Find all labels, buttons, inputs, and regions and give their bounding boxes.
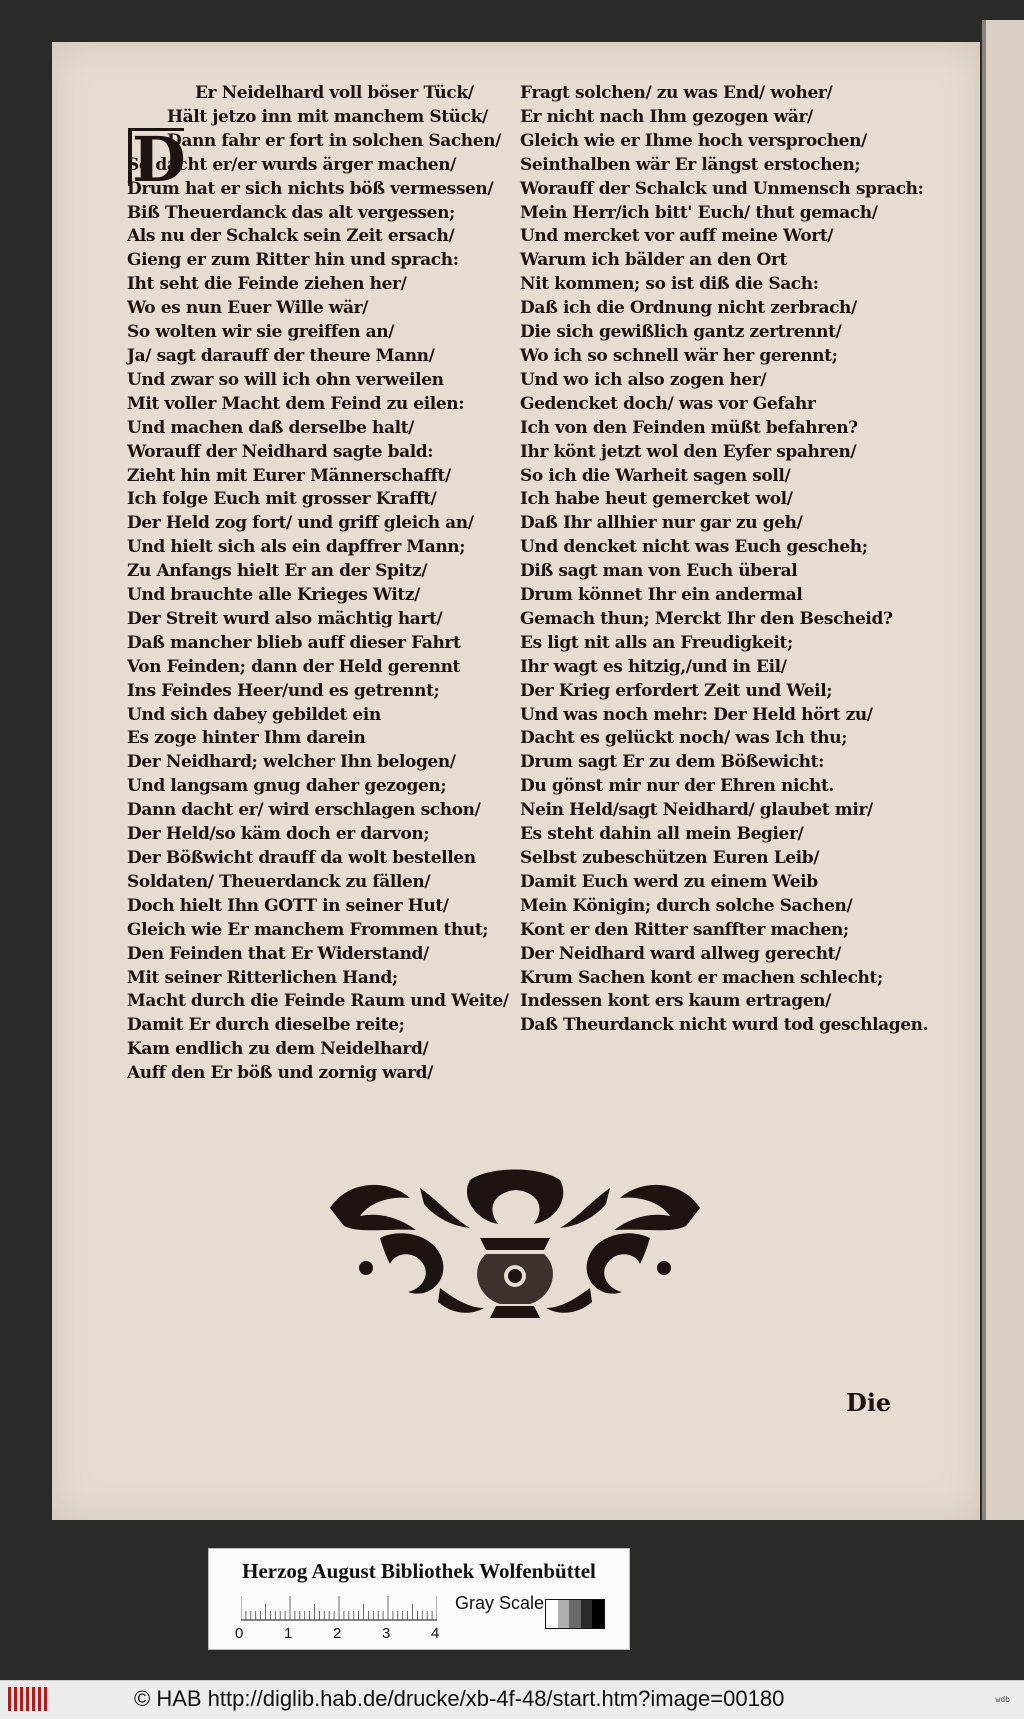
verse-line: Und dencket nicht was Euch gescheh;: [520, 537, 868, 558]
verse-line: Wo ich so schnell wär her gerennt;: [520, 345, 838, 366]
gray-step: [569, 1600, 581, 1628]
color-reference-card: [208, 1548, 630, 1650]
verse-line: Kam endlich zu dem Neidelhard/: [127, 1039, 429, 1060]
verse-line: Mein Königin; durch solche Sachen/: [520, 895, 853, 916]
verse-line: Krum Sachen kont er machen schlecht;: [520, 967, 883, 988]
verse-line: Von Feinden; dann der Held gerennt: [127, 656, 460, 677]
verse-line: Daß Ihr allhier nur gar zu geh/: [520, 513, 803, 534]
verse-line: Seinthalben wär Er längst erstochen;: [520, 154, 861, 175]
verse-line: Damit Er durch dieselbe reite;: [127, 1015, 405, 1036]
verse-line: Der Krieg erfordert Zeit und Weil;: [520, 680, 833, 701]
verse-line: Ja/ sagt darauff der theure Mann/: [127, 345, 435, 366]
decorated-initial: D: [128, 128, 184, 186]
verse-line: Als nu der Schalck sein Zeit ersach/: [127, 226, 455, 247]
ruler-number: 3: [382, 1625, 391, 1642]
verse-line: Worauff der Neidhard sagte bald:: [127, 441, 434, 462]
viewer-footer-bar: [0, 1680, 1024, 1719]
verse-line: Der Held zog fort/ und griff gleich an/: [127, 513, 474, 534]
verse-line: Dann fahr er fort in solchen Sachen/: [167, 130, 501, 151]
verse-line: Gieng er zum Ritter hin und sprach:: [127, 250, 459, 271]
ruler-numbers: [235, 1625, 475, 1645]
verse-line: Der Held/so käm doch er darvon;: [127, 824, 430, 845]
verse-line: Drum sagt Er zu dem Bößewicht:: [520, 752, 824, 773]
verse-line: Daß Theurdanck nicht wurd tod geschlagen.: [520, 1015, 929, 1036]
verse-line: Ich habe heut gemercket wol/: [520, 489, 793, 510]
verse-line: Es ligt nit alls an Freudigkeit;: [520, 632, 793, 653]
verse-line: Zu Anfangs hielt Er an der Spitz/: [127, 561, 428, 582]
verse-line: So ich die Warheit sagen soll/: [520, 465, 791, 486]
verse-line: Gedencket doch/ was vor Gefahr: [520, 393, 816, 414]
verse-line: Ihr könt jetzt wol den Eyfer spahren/: [520, 441, 857, 462]
scale-ruler: [241, 1595, 437, 1621]
gray-scale-label: Gray Scale: [455, 1593, 545, 1613]
gray-scale-swatch: [545, 1599, 605, 1629]
catchword: Die: [846, 1388, 892, 1417]
verse-line: Gleich wie Er manchem Frommen thut;: [127, 919, 489, 940]
ruler-number: 1: [284, 1625, 293, 1642]
verse-line: Ich folge Euch mit grosser Krafft/: [127, 489, 437, 510]
source-url-text[interactable]: © HAB http://diglib.hab.de/drucke/xb-4f-48/start.htm?image=00180: [134, 1686, 785, 1711]
ruler-number: 0: [235, 1625, 244, 1642]
verse-line: So wolten wir sie greiffen an/: [127, 322, 395, 343]
verse-line: Mit seiner Ritterlichen Hand;: [127, 967, 398, 988]
verse-line: So dacht er/er wurds ärger machen/: [127, 154, 456, 175]
verse-line: Daß mancher blieb auff dieser Fahrt: [127, 632, 461, 653]
adjacent-page-edge: [982, 20, 1024, 1520]
gray-step: [558, 1600, 570, 1628]
verse-line: Der Streit wurd also mächtig hart/: [127, 608, 443, 629]
verse-line: Und machen daß derselbe halt/: [127, 417, 414, 438]
verse-line: Er nicht nach Ihm gezogen wär/: [520, 106, 813, 127]
verse-line: Und zwar so will ich ohn verweilen: [127, 369, 444, 390]
gray-step: [546, 1600, 558, 1628]
verse-line: Der Neidhard; welcher Ihn belogen/: [127, 752, 456, 773]
verse-line: Drum hat er sich nichts böß vermessen/: [127, 178, 494, 199]
verse-line: Er Neidelhard voll böser Tück/: [195, 83, 474, 103]
verse-line: Daß ich die Ordnung nicht zerbrach/: [520, 298, 857, 319]
verse-line: Ihr wagt es hitzig,/und in Eil/: [520, 656, 787, 677]
verse-line: Selbst zubeschützen Euren Leib/: [520, 848, 820, 868]
verse-line: Mein Herr/ich bitt' Euch/ thut gemach/: [520, 202, 878, 223]
verse-line: Und sich dabey gebildet ein: [127, 704, 381, 725]
floral-vase-ornament: [320, 1168, 710, 1320]
poem-left-column: [127, 82, 509, 1086]
verse-line: Die sich gewißlich gantz zertrennt/: [520, 322, 842, 343]
poem-right-column: [520, 82, 928, 1038]
ruler-number: 4: [431, 1625, 440, 1642]
verse-line: Den Feinden that Er Widerstand/: [127, 943, 429, 964]
verse-line: Warum ich bälder an den Ort: [520, 250, 787, 271]
verse-line: Biß Theuerdanck das alt vergessen;: [127, 202, 455, 223]
verse-line: Nit kommen; so ist diß die Sach:: [520, 274, 819, 295]
verse-line: Dacht es gelückt noch/ was Ich thu;: [520, 728, 848, 749]
verse-line: Es steht dahin all mein Begier/: [520, 824, 804, 845]
verse-line: Dann dacht er/ wird erschlagen schon/: [127, 800, 481, 821]
verse-line: Indessen kont ers kaum ertragen/: [520, 991, 831, 1012]
verse-line: Der Bößwicht drauff da wolt bestellen: [127, 848, 476, 868]
verse-line: Nein Held/sagt Neidhard/ glaubet mir/: [520, 800, 873, 821]
gray-step: [581, 1600, 593, 1628]
hab-logo-icon: [8, 1687, 48, 1711]
verse-line: Damit Euch werd zu einem Weib: [520, 871, 818, 892]
verse-line: Kont er den Ritter sanffter machen;: [520, 919, 849, 940]
verse-line: Ich von den Feinden müßt befahren?: [520, 417, 858, 438]
verse-line: Gemach thun; Merckt Ihr den Bescheid?: [520, 608, 893, 629]
verse-line: Es zoge hinter Ihm darein: [127, 728, 366, 749]
verse-line: Und was noch mehr: Der Held hört zu/: [520, 704, 873, 725]
verse-line: Und hielt sich als ein dapffrer Mann;: [127, 537, 466, 558]
ruler-number: 2: [333, 1625, 342, 1642]
verse-line: Macht durch die Feinde Raum und Weite/: [127, 991, 509, 1012]
verse-line: Iht seht die Feinde ziehen her/: [127, 274, 407, 295]
verse-line: Und mercket vor auff meine Wort/: [520, 226, 834, 247]
verse-line: Du gönst mir nur der Ehren nicht.: [520, 776, 834, 797]
verse-line: Soldaten/ Theuerdanck zu fällen/: [127, 871, 431, 892]
verse-line: Und wo ich also zogen her/: [520, 369, 767, 390]
verse-line: Zieht hin mit Eurer Männerschafft/: [127, 465, 451, 486]
verse-line: Ins Feindes Heer/und es getrennt;: [127, 680, 440, 701]
verse-line: Wo es nun Euer Wille wär/: [127, 298, 368, 319]
verse-line: Gleich wie er Ihme hoch versprochen/: [520, 130, 867, 151]
verse-line: Auff den Er böß und zornig ward/: [127, 1063, 433, 1084]
verse-line: Und brauchte alle Krieges Witz/: [127, 585, 420, 606]
verse-line: Drum könnet Ihr ein andermal: [520, 585, 803, 606]
library-name: Herzog August Bibliothek Wolfenbüttel: [242, 1559, 596, 1583]
verse-line: Worauff der Schalck und Unmensch sprach:: [520, 178, 924, 199]
verse-line: Der Neidhard ward allweg gerecht/: [520, 943, 841, 964]
gray-step: [592, 1600, 604, 1628]
verse-line: Und langsam gnug daher gezogen;: [127, 776, 447, 797]
verse-line: Doch hielt Ihn GOTT in seiner Hut/: [127, 895, 449, 916]
verse-line: Hält jetzo inn mit manchem Stück/: [167, 106, 488, 127]
page-code: wdb: [995, 1695, 1010, 1704]
verse-line: Diß sagt man von Euch überal: [520, 561, 798, 582]
verse-line: Fragt solchen/ zu was End/ woher/: [520, 83, 833, 103]
verse-line: Mit voller Macht dem Feind zu eilen:: [127, 393, 465, 414]
